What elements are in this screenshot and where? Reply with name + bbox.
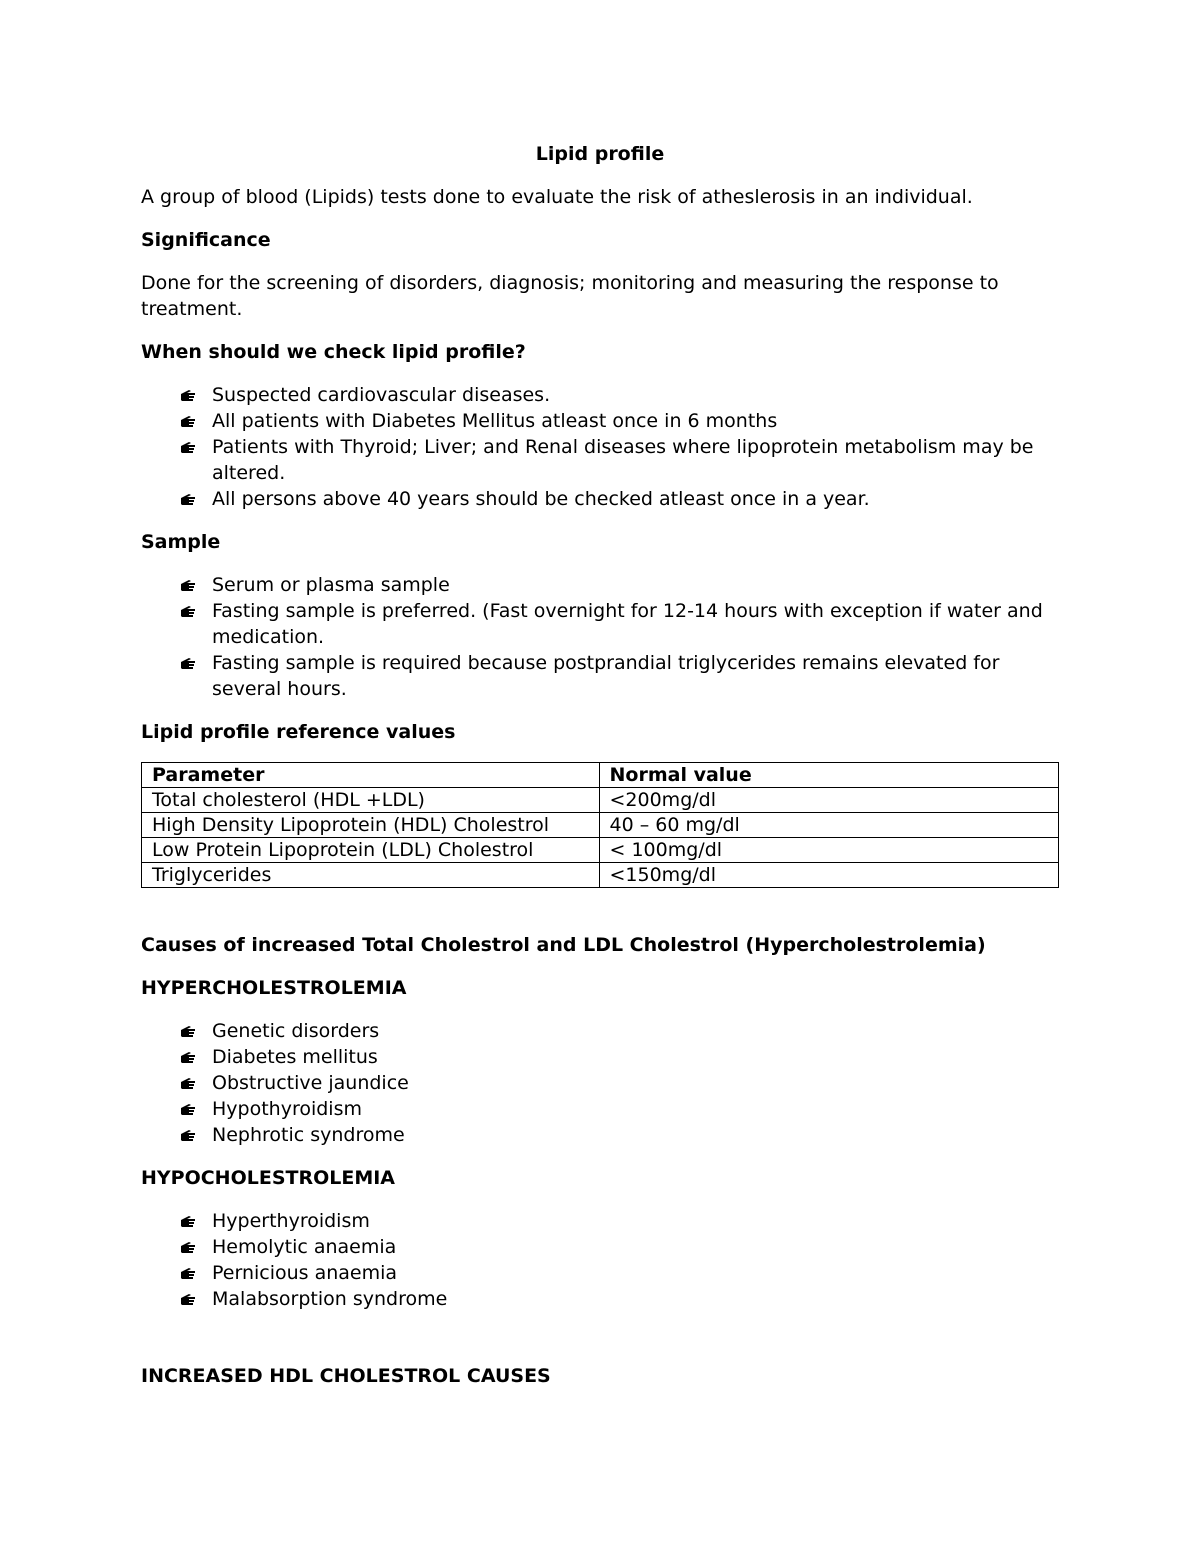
pointing-hand-icon	[180, 1215, 196, 1228]
sample-list	[141, 572, 1059, 702]
list-item: Malabsorption syndrome	[141, 1286, 1059, 1312]
hyper-list	[141, 1018, 1059, 1148]
list-item: Hypothyroidism	[141, 1096, 1059, 1122]
list-item: Obstructive jaundice	[141, 1070, 1059, 1096]
list-item: Nephrotic syndrome	[141, 1122, 1059, 1148]
list-item: Pernicious anaemia	[141, 1260, 1059, 1286]
pointing-hand-icon	[180, 605, 196, 618]
table-cell: High Density Lipoprotein (HDL) Cholestrol	[142, 813, 600, 838]
table-cell: Total cholesterol (HDL +LDL)	[142, 788, 600, 813]
list-item: Serum or plasma sample	[141, 572, 1059, 598]
sample-heading: Sample	[141, 531, 221, 553]
causes-heading: Causes of increased Total Cholestrol and LDL Cholestrol (Hypercholestrolemia)	[141, 934, 986, 956]
table-cell: <200mg/dl	[599, 788, 1059, 813]
pointing-hand-icon	[180, 493, 196, 506]
list-item: Patients with Thyroid; Liver; and Renal diseases where lipoprotein metabolism may be altered.	[141, 434, 1059, 486]
intro-paragraph: A group of blood (Lipids) tests done to evaluate the risk of atheslerosis in an individual.	[141, 186, 973, 208]
blank-line	[141, 1329, 1059, 1363]
column-header-normal-value: Normal value	[599, 763, 1059, 788]
pointing-hand-icon	[180, 389, 196, 402]
table-header-row	[142, 763, 1059, 788]
pointing-hand-icon	[180, 579, 196, 592]
pointing-hand-icon	[180, 1025, 196, 1038]
column-header-parameter: Parameter	[142, 763, 600, 788]
table-cell: < 100mg/dl	[599, 838, 1059, 863]
pointing-hand-icon	[180, 1103, 196, 1116]
table-cell: Low Protein Lipoprotein (LDL) Cholestrol	[142, 838, 600, 863]
document-content	[141, 141, 1059, 1406]
table-row	[142, 838, 1059, 863]
table-cell: <150mg/dl	[599, 863, 1059, 888]
table-row	[142, 813, 1059, 838]
pointing-hand-icon	[180, 1267, 196, 1280]
list-item: Suspected cardiovascular diseases.	[141, 382, 1059, 408]
pointing-hand-icon	[180, 415, 196, 428]
significance-heading: Significance	[141, 229, 271, 251]
list-item: All persons above 40 years should be checked atleast once in a year.	[141, 486, 1059, 512]
list-item: Genetic disorders	[141, 1018, 1059, 1044]
list-item: Fasting sample is required because postprandial triglycerides remains elevated for several hours.	[141, 650, 1059, 702]
list-item: Hemolytic anaemia	[141, 1234, 1059, 1260]
document-title: Lipid profile	[535, 143, 665, 165]
table-cell: 40 – 60 mg/dl	[599, 813, 1059, 838]
table-cell: Triglycerides	[142, 863, 600, 888]
hypo-heading: HYPOCHOLESTROLEMIA	[141, 1167, 396, 1189]
pointing-hand-icon	[180, 1241, 196, 1254]
hyper-heading: HYPERCHOLESTROLEMIA	[141, 977, 407, 999]
list-item: All patients with Diabetes Mellitus atleast once in 6 months	[141, 408, 1059, 434]
pointing-hand-icon	[180, 1077, 196, 1090]
pointing-hand-icon	[180, 1293, 196, 1306]
when-check-list	[141, 382, 1059, 512]
pointing-hand-icon	[180, 1129, 196, 1142]
pointing-hand-icon	[180, 441, 196, 454]
list-item: Fasting sample is preferred. (Fast overnight for 12-14 hours with exception if water and medication.	[141, 598, 1059, 650]
hdl-heading: INCREASED HDL CHOLESTROL CAUSES	[141, 1365, 551, 1387]
when-check-heading: When should we check lipid profile?	[141, 341, 526, 363]
significance-paragraph: Done for the screening of disorders, diagnosis; monitoring and measuring the response to treatment.	[141, 272, 999, 320]
reference-heading: Lipid profile reference values	[141, 721, 456, 743]
pointing-hand-icon	[180, 657, 196, 670]
reference-table	[141, 762, 1059, 888]
list-item: Diabetes mellitus	[141, 1044, 1059, 1070]
table-row	[142, 863, 1059, 888]
list-item: Hyperthyroidism	[141, 1208, 1059, 1234]
pointing-hand-icon	[180, 1051, 196, 1064]
table-row	[142, 788, 1059, 813]
hypo-list	[141, 1208, 1059, 1312]
